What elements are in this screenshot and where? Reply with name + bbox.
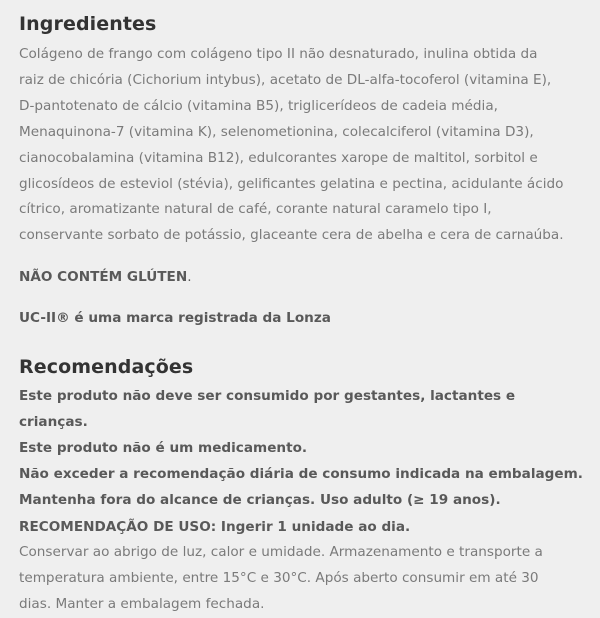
ingredients-line: D-pantotenato de cálcio (vitamina B5), triglicerídeos de cadeia média,	[19, 97, 498, 114]
trademark-notice: UC-II® é uma marca registrada da Lonza	[19, 310, 331, 327]
recommendations-heading: Recomendações	[19, 355, 194, 378]
storage-line: temperatura ambiente, entre 15°C e 30°C. Após aberto consumir em até 30	[19, 569, 539, 586]
storage-line: Conservar ao abrigo de luz, calor e umidade. Armazenamento e transporte a	[19, 543, 543, 560]
ingredients-text	[19, 42, 584, 249]
ingredients-heading: Ingredientes	[19, 13, 157, 35]
warnings-list	[19, 383, 584, 540]
usage-recommendation: RECOMENDAÇÃO DE USO: Ingerir 1 unidade ao dia.	[19, 518, 411, 535]
warning-line: Este produto não é um medicamento.	[19, 440, 308, 457]
ingredients-line: Colágeno de frango com colágeno tipo II não desnaturado, inulina obtida da	[19, 46, 538, 62]
warning-line: Mantenha fora do alcance de crianças. Uso adulto (≥ 19 anos).	[19, 492, 501, 509]
ingredients-line: cianocobalamina (vitamina B12), edulcorantes xarope de maltitol, sorbitol e	[19, 149, 538, 166]
ingredients-line: Menaquinona-7 (vitamina K), selenometionina, colecalciferol (vitamina D3),	[19, 123, 534, 140]
ingredients-line: raiz de chicória (Cichorium intybus), acetato de DL-alfa-tocoferol (vitamina E),	[19, 71, 552, 88]
ingredients-line: glicosídeos de esteviol (stévia), gelificantes gelatina e pectina, acidulante ácido	[19, 175, 564, 192]
gluten-free-label: NÃO CONTÉM GLÚTEN	[19, 269, 188, 286]
gluten-free-notice	[19, 264, 584, 290]
warning-line: Este produto não deve ser consumido por gestantes, lactantes e crianças.	[19, 387, 516, 430]
storage-instructions	[19, 540, 584, 618]
ingredients-line: conservante sorbato de potássio, glaceante cera de abelha e cera de carnaúba.	[19, 227, 564, 244]
gluten-free-period: .	[187, 269, 192, 286]
storage-line: dias. Manter a embalagem fechada.	[19, 595, 265, 612]
warning-line: Não exceder a recomendação diária de consumo indicada na embalagem.	[19, 466, 583, 483]
ingredients-line: cítrico, aromatizante natural de café, corante natural caramelo tipo I,	[19, 201, 492, 218]
